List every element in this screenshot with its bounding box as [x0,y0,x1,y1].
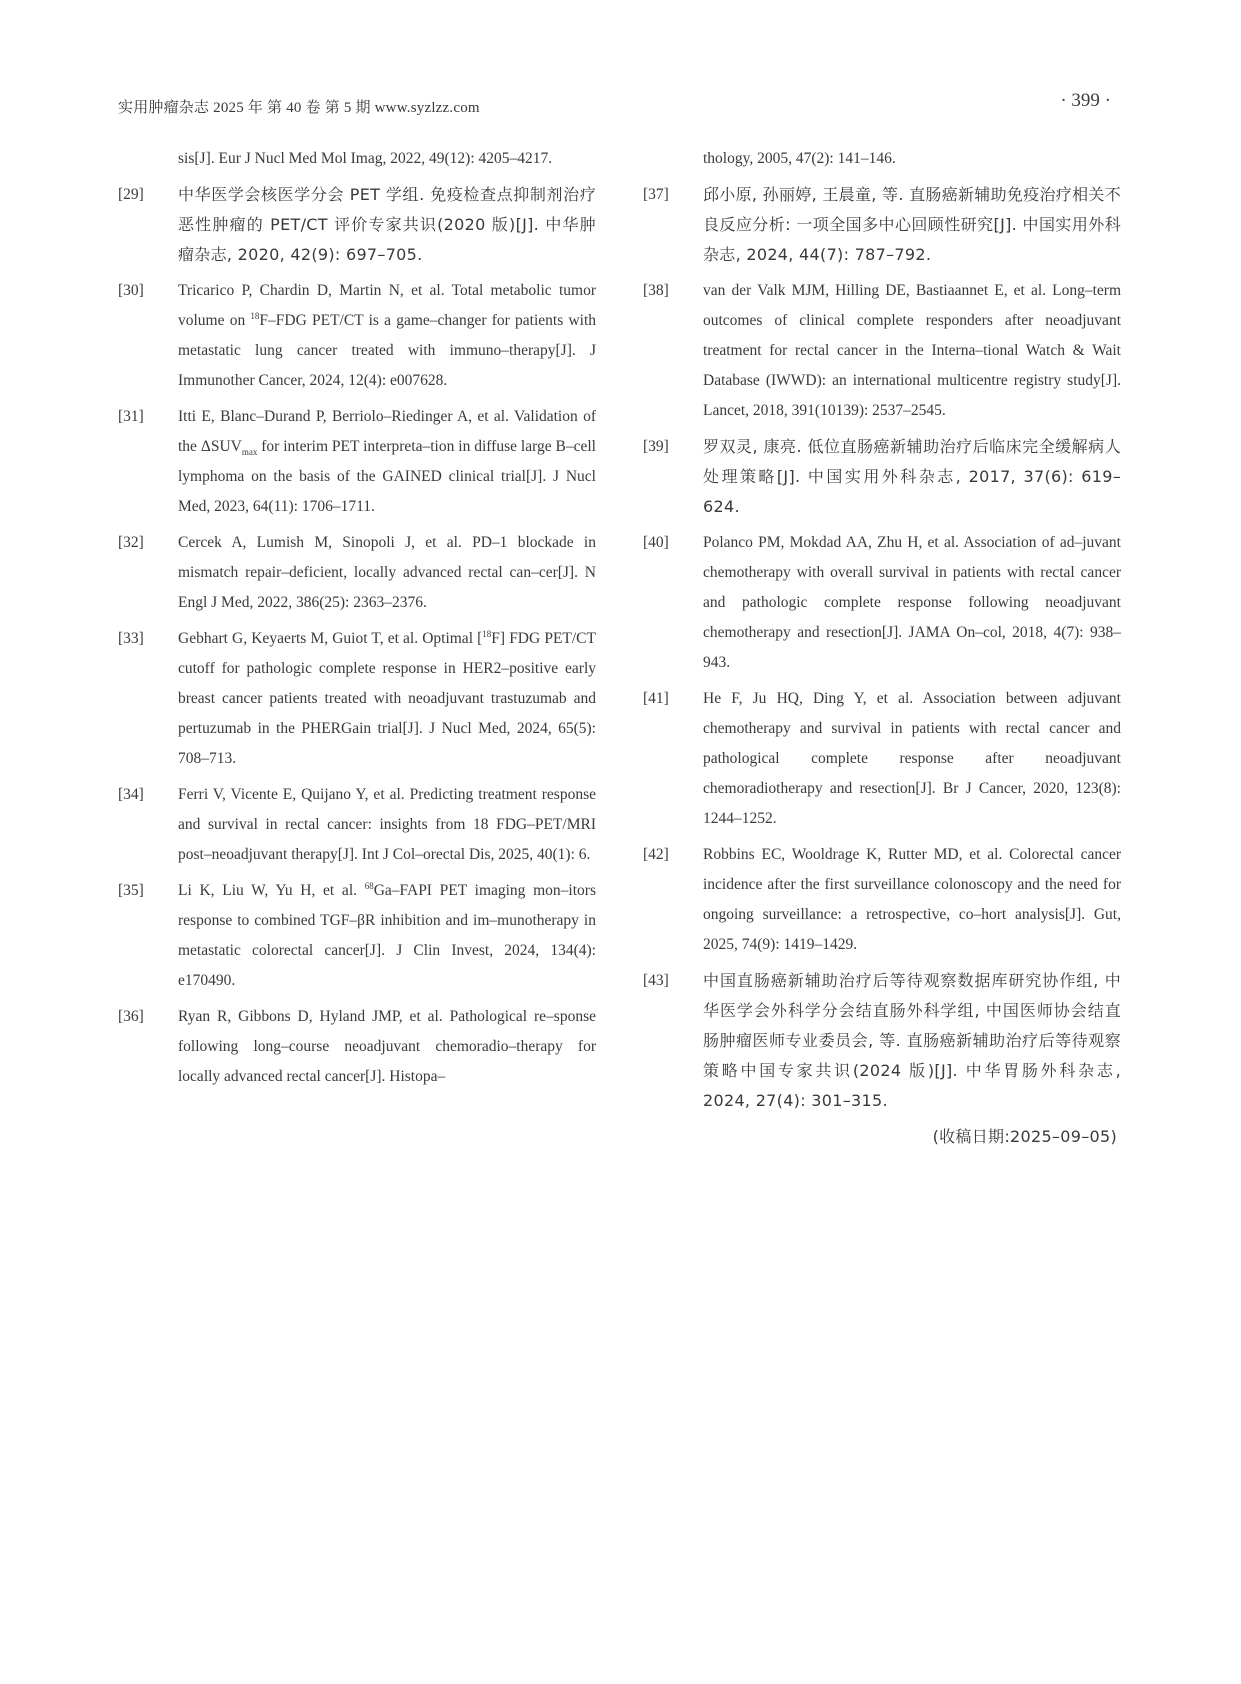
reference-text: thology, 2005, 47(2): 141–146. [703,150,896,167]
reference-number: [34] [118,786,144,803]
reference-number: [39] [643,438,669,455]
isotope-superscript: 68 [364,880,374,891]
reference-number: [36] [118,1008,144,1025]
reference-text: 罗双灵, 康亮. 低位直肠癌新辅助治疗后临床完全缓解病人处理策略[J]. 中国实用外科杂志, 2017, 37(6): 619–624. [703,437,1121,516]
reference-text-part: Tricarico P, Chardin D, Martin N, et al. Total metabolic tumor volume on [178,282,596,329]
reference-item [643,684,1121,834]
reference-text: Cercek A, Lumish M, Sinopoli J, et al. PD–1 blockade in mismatch repair–deficient, locally advanced rectal can–cer[J]. N Engl J Med, 2022, 386(25): 2363–2376. [178,534,596,611]
reference-text [178,402,596,522]
reference-text: 邱小原, 孙丽婷, 王晨童, 等. 直肠癌新辅助免疫治疗相关不良反应分析: 一项全国多中心回顾性研究[J]. 中国实用外科杂志, 2024, 44(7): 787–792. [703,185,1121,264]
reference-number: [32] [118,534,144,551]
reference-text-part: F] FDG PET/CT cutoff for pathologic complete response in HER2–positive early breast cancer patients treated with neoadjuvant trastuzumab and pertuzumab in the PHERGain trial[J]. J Nucl Med, 2024, 65(5): 708–713. [178,630,596,767]
reference-text-part: Ga–FAPI PET imaging mon–itors response to combined TGF–βR inhibition and im–munotherapy in metastatic colorectal cancer[J]. J Clin Invest, 2024, 134(4): e170490. [178,882,596,989]
reference-number: [40] [643,534,669,551]
reference-text-part: Li K, Liu W, Yu H, et al. [178,882,365,899]
reference-number: [31] [118,408,144,425]
reference-item [118,180,596,270]
reference-item [118,780,596,870]
reference-item [643,144,1121,174]
reference-number: [38] [643,282,669,299]
reference-text: Ferri V, Vicente E, Quijano Y, et al. Predicting treatment response and survival in rectal cancer: insights from 18 FDG–PET/MRI post–neoadjuvant therapy[J]. Int J Col–orectal Dis, 2025, 40(1): 6. [178,786,596,863]
reference-text-part: Gebhart G, Keyaerts M, Guiot T, et al. Optimal [ [178,630,483,647]
reference-number: [37] [643,186,669,203]
reference-number: [43] [643,972,669,989]
reference-item [118,144,596,174]
reference-number: [33] [118,630,144,647]
page-number: · 399 · [1060,90,1111,111]
reference-item [643,966,1121,1116]
max-subscript: max [241,447,258,458]
isotope-superscript: 18 [250,310,260,321]
reference-text: He F, Ju HQ, Ding Y, et al. Association between adjuvant chemotherapy and survival in patients with rectal cancer and pathological complete response after neoadjuvant chemoradiotherapy and resection[J]. Br J Cancer, 2020, 123(8): 1244–1252. [703,690,1121,827]
reference-text [178,276,596,396]
reference-text: Polanco PM, Mokdad AA, Zhu H, et al. Association of ad–juvant chemotherapy with overall survival in patients with rectal cancer and pathologic complete response following neoadjuvant chemotherapy and resection[J]. JAMA On–col, 2018, 4(7): 938–943. [703,534,1121,671]
reference-text-part: for interim PET interpreta–tion in diffuse large B–cell lymphoma on the basis of the GAINED clinical trial[J]. J Nucl Med, 2023, 64(11): 1706–1711. [178,438,596,515]
isotope-superscript: 18 [482,628,492,639]
reference-item [118,402,596,522]
received-date: (收稿日期:2025–09–05) [932,1127,1117,1146]
running-header [118,90,1123,120]
reference-text-part: Itti E, Blanc–Durand P, Berriolo–Riedinger A, et al. Validation of the ΔSUV [178,408,596,455]
reference-item [118,1002,596,1092]
reference-item [643,840,1121,960]
reference-text [178,624,596,774]
reference-item [118,624,596,774]
reference-item [118,276,596,396]
reference-text: van der Valk MJM, Hilling DE, Bastiaannet E, et al. Long–term outcomes of clinical complete responders after neoadjuvant treatment for rectal cancer in the Interna–tional Watch & Wait Database (IWWD): an international multicentre registry study[J]. Lancet, 2018, 391(10139): 2537–2545. [703,282,1121,419]
reference-text-part: F–FDG PET/CT is a game–changer for patients with metastatic lung cancer treated with immuno–therapy[J]. J Immunother Cancer, 2024, 12(4): e007628. [178,312,596,389]
reference-item [643,180,1121,270]
reference-item [118,528,596,618]
reference-text: Robbins EC, Wooldrage K, Rutter MD, et al. Colorectal cancer incidence after the first surveillance colonoscopy and the need for ongoing surveillance: a retrospective, co–hort analysis[J]. Gut, 2025, 74(9): 1419–1429. [703,846,1121,953]
reference-text: 中国直肠癌新辅助治疗后等待观察数据库研究协作组, 中华医学会外科学分会结直肠外科学组, 中国医师协会结直肠肿瘤医师专业委员会, 等. 直肠癌新辅助治疗后等待观察策略中国专家共识(2024 版)[J]. 中华胃肠外科杂志, 2024, 27(4): 301–315. [703,971,1121,1110]
reference-item [118,876,596,996]
reference-text [178,876,596,996]
reference-number: [42] [643,846,669,863]
reference-item [643,528,1121,678]
journal-info: 实用肿瘤杂志 2025 年 第 40 卷 第 5 期 www.syzlzz.com [118,100,480,116]
reference-number: [41] [643,690,669,707]
reference-number: [35] [118,882,144,899]
right-column [643,144,1121,1152]
reference-item [643,276,1121,426]
reference-text: sis[J]. Eur J Nucl Med Mol Imag, 2022, 49(12): 4205–4217. [178,150,553,167]
left-column [118,144,596,1098]
reference-number: [29] [118,186,144,203]
reference-text: Ryan R, Gibbons D, Hyland JMP, et al. Pathological re–sponse following long–course neoadjuvant chemoradio–therapy for locally advanced rectal cancer[J]. Histopa– [178,1008,596,1085]
reference-text: 中华医学会核医学分会 PET 学组. 免疫检查点抑制剂治疗恶性肿瘤的 PET/CT 评价专家共识(2020 版)[J]. 中华肿瘤杂志, 2020, 42(9): 697–705. [178,185,596,264]
reference-item [643,432,1121,522]
reference-number: [30] [118,282,144,299]
